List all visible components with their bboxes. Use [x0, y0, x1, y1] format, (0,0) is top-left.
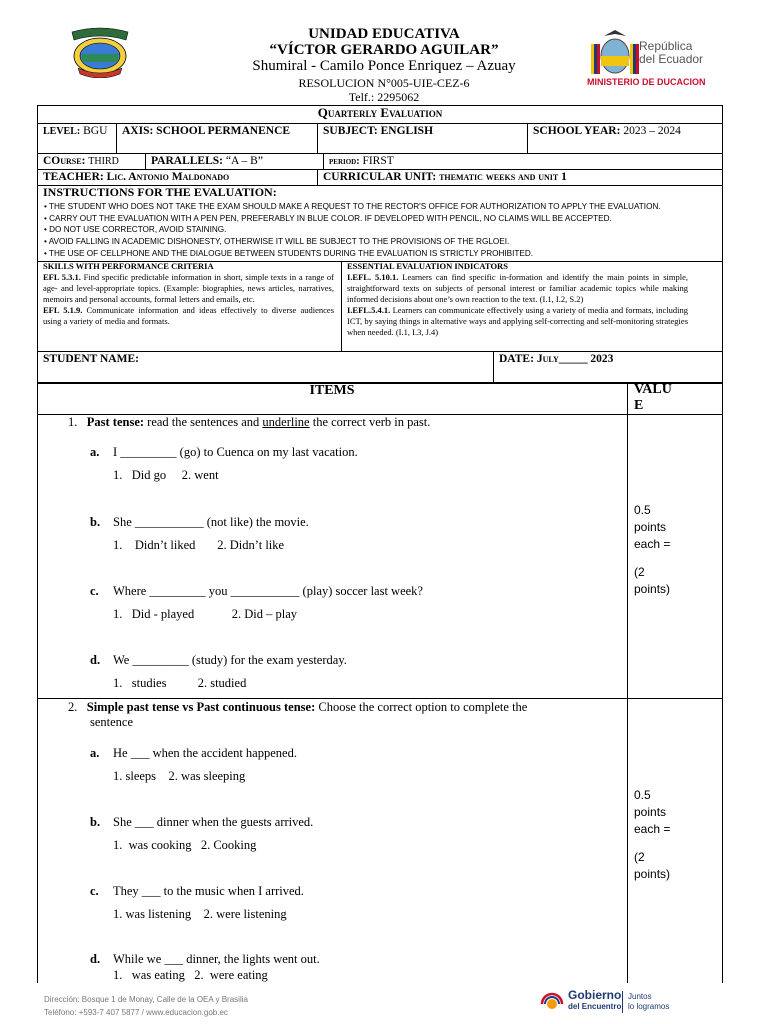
- item-letter: b.: [90, 515, 101, 529]
- subject-field: SUBJECT: ENGLISH: [323, 125, 434, 137]
- question-text: I _________ (go) to Cuenca on my last vacation.: [113, 445, 358, 459]
- parallels-field: PARALLELS: “A – B”: [151, 155, 263, 167]
- republic-text: República del Ecuador: [639, 39, 704, 66]
- government-logo: Gobierno del Encuentro Juntos lo logramos: [540, 990, 740, 1016]
- item-letter: d.: [90, 952, 101, 966]
- item-letter: b.: [90, 815, 101, 829]
- question-2-instruction: 2. Simple past tense vs Past continuous tense: Choose the correct option to complete the sentence: [68, 700, 528, 729]
- government-sun-icon: [540, 992, 564, 1014]
- item-letter: c.: [90, 884, 99, 898]
- divider: [37, 698, 723, 699]
- indicator-text: I.EFL. 5.10.1. Learners can find specific in-formation and identify the main points in simple, straightforward texts on subjects of personal interest or familiar academic topics while making informed decisions about one’s own reaction to the text. (I.1, I.2, S.2) I.EFL.5.4.1. Learners can communicate effectively using a variety of media and formats, including ICT, by saying things in alternative ways and applying self-correcting and self-monitoring strategies when needed. (I.1, I.3, J.4): [347, 272, 688, 337]
- answer-options[interactable]: 1. was eating 2. were eating: [113, 968, 268, 982]
- item-letter: c.: [90, 584, 99, 598]
- answer-options[interactable]: 1. sleeps 2. was sleeping: [113, 769, 246, 783]
- instruction-item: • DO NOT USE CORRECTOR, AVOID STAINING.: [44, 225, 227, 234]
- divider: [493, 351, 494, 383]
- skills-title: SKILLS WITH PERFORMANCE CRITERIA: [43, 261, 214, 271]
- school-type-heading: UNIDAD EDUCATIVA: [308, 26, 460, 42]
- date-field[interactable]: DATE: July_____ 2023: [499, 353, 614, 365]
- teacher-field: TEACHER: Lic. Antonio Maldonado: [43, 171, 230, 183]
- divider: [323, 153, 324, 169]
- divider: [527, 123, 528, 153]
- ecuador-seal-icon: [588, 26, 642, 80]
- school-year-field: SCHOOL YEAR: 2023 – 2024: [533, 125, 681, 137]
- item-letter: a.: [90, 746, 100, 760]
- level-field: LEVEL: BGU: [43, 125, 108, 137]
- value-header: VALU E: [634, 382, 672, 413]
- course-field: COurse: THIRD: [43, 155, 119, 167]
- ministry-label: MINISTERIO DE DUCACION: [587, 77, 706, 87]
- answer-options[interactable]: 1. Did - played 2. Did – play: [113, 607, 298, 621]
- school-name-heading: “VÍCTOR GERARDO AGUILAR”: [269, 42, 499, 58]
- school-phone: Telf.: 2295062: [348, 90, 420, 104]
- instruction-item: • AVOID FALLING IN ACADEMIC DISHONESTY, OTHERWISE IT WILL BE SUBJECT TO THE PROVISIONS OF THE RGLOEI.: [44, 237, 510, 246]
- instruction-item: • THE USE OF CELLPHONE AND THE DIALOGUE BETWEEN STUDENTS DURING THE EVALUATION IS STRICTLY PROHIBITED.: [44, 249, 534, 258]
- divider: [37, 169, 723, 170]
- divider: [622, 991, 623, 1013]
- items-header: ITEMS: [309, 383, 355, 398]
- indicators-title: ESSENTIAL EVALUATION INDICATORS: [347, 261, 508, 271]
- curricular-unit-field: CURRICULAR UNIT: thematic weeks and unit 1: [323, 171, 567, 183]
- question-text: She ___ dinner when the guests arrived.: [113, 815, 314, 829]
- answer-options[interactable]: 1. was listening 2. were listening: [113, 907, 287, 921]
- instruction-item: • CARRY OUT THE EVALUATION WITH A PEN PEN, PREFERABLY IN BLUE COLOR. IF DEVELOPED WITH PENCIL, NO CLAIMS WILL BE ACCEPTED.: [44, 214, 612, 223]
- question-1-instruction: 1. Past tense: read the sentences and underline the correct verb in past.: [68, 415, 431, 429]
- school-location: Shumiral - Camilo Ponce Enriquez – Azuay: [252, 58, 516, 74]
- divider: [145, 153, 146, 169]
- divider: [317, 169, 318, 185]
- answer-options[interactable]: 1. Didn’t liked 2. Didn’t like: [113, 538, 285, 552]
- answer-options[interactable]: 1. studies 2. studied: [113, 676, 247, 690]
- divider: [37, 153, 723, 154]
- answer-options[interactable]: 1. was cooking 2. Cooking: [113, 838, 257, 852]
- question-text: She ___________ (not like) the movie.: [113, 515, 309, 529]
- resolution-number: RESOLUCION N°005-UIE-CEZ-6: [298, 76, 470, 90]
- question-text: While we ___ dinner, the lights went out.: [113, 952, 320, 966]
- divider: [116, 123, 117, 153]
- footer-phone: Teléfono: +593-7 407 5877 / www.educacion.gob.ec: [44, 1008, 228, 1017]
- divider: [341, 261, 342, 351]
- skill-text: EFL 5.3.1. Find specific predictable information in short, simple texts in a range of age- and level-appropriate topics. (Example: biographies, news articles, narratives, memoirs and personal accounts, formal letters and emails, etc. EFL 5.1.9. Communicate information and ideas effectively to diverse audiences using a variety of media and formats.: [43, 272, 335, 326]
- question-text: He ___ when the accident happened.: [113, 746, 297, 760]
- divider: [317, 123, 318, 153]
- question-2-value: 0.5 points each = (2 points): [634, 788, 671, 881]
- question-text: Where _________ you ___________ (play) soccer last week?: [113, 584, 423, 598]
- question-text: We _________ (study) for the exam yesterday.: [113, 653, 347, 667]
- question-text: They ___ to the music when I arrived.: [113, 884, 304, 898]
- question-1-value: 0.5 points each = (2 points): [634, 503, 671, 596]
- period-field: period: FIRST: [329, 155, 394, 167]
- item-letter: d.: [90, 653, 101, 667]
- divider: [37, 351, 723, 352]
- axis-field: AXIS: SCHOOL PERMANENCE: [122, 125, 291, 137]
- instruction-item: • THE STUDENT WHO DOES NOT TAKE THE EXAM SHOULD MAKE A REQUEST TO THE RECTOR'S OFFICE FOR AUTHORIZATION TO APPLY THE EVALUATION.: [44, 202, 661, 211]
- evaluation-title: Quarterly Evaluation: [317, 105, 443, 120]
- student-name-field[interactable]: STUDENT NAME:: [43, 353, 139, 365]
- answer-options[interactable]: 1. Did go 2. went: [113, 468, 219, 482]
- instructions-title: INSTRUCTIONS FOR THE EVALUATION:: [43, 185, 277, 199]
- item-letter: a.: [90, 445, 100, 459]
- divider: [627, 383, 628, 983]
- divider: [37, 123, 723, 124]
- footer-address: Dirección: Bosque 1 de Monay, Calle de la OEA y Brasilia: [44, 995, 248, 1004]
